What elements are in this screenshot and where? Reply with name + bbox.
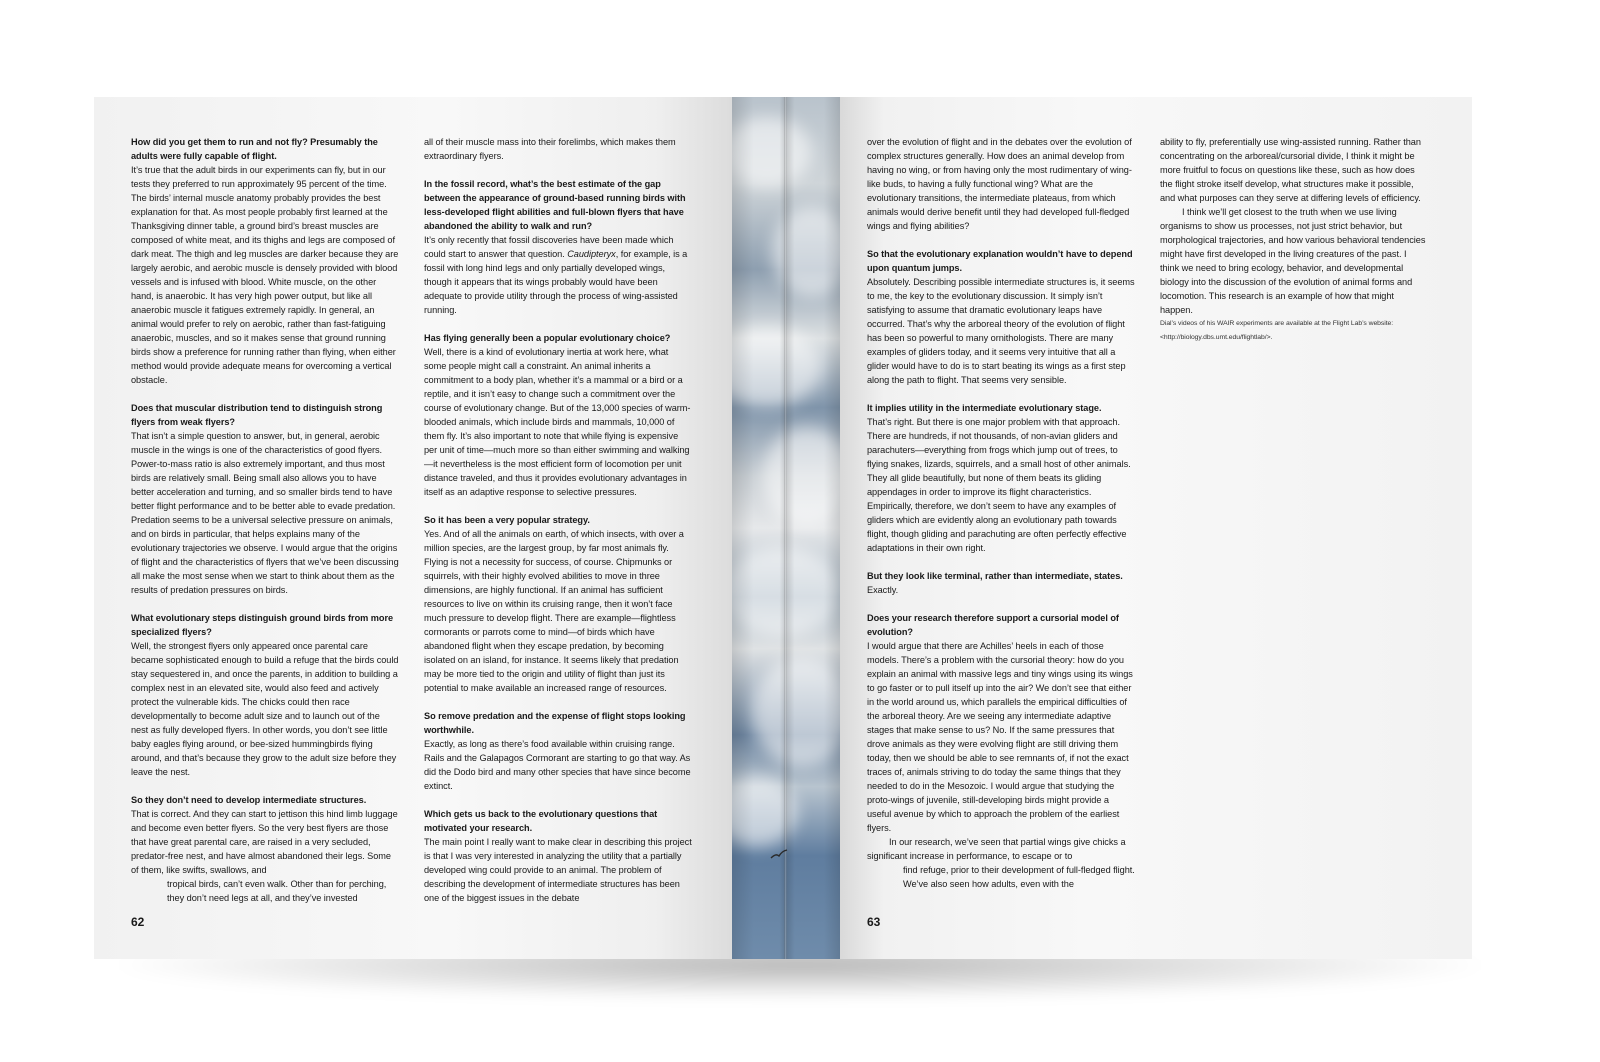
answer: Exactly. — [867, 585, 899, 595]
answer: over the evolution of flight and in the debates over the evolution of complex structures generally. How does an animal develop from having no wing, or from having only the most rudimentary of wing-like buds, to having a fully functional wing? What are the evolutionary transitions, the intermediate plateaus, from which animals would derive benefit until they had developed full-fledged wings and flying abilities? — [867, 137, 1132, 231]
answer: Well, there is a kind of evolutionary inertia at work here, what some people might call a constraint. An animal inherits a commitment to a body plan, whether it’s a mammal or a bird or a reptile, and it isn’t easy to change such a commitment over the course of evolutionary change. But of the 13,000 species of warm-blooded animals, which include birds and mammals, 10,000 of them fly. It’s also important to note that while flying is expensive per unit of time—much more so than either swimming and walking—it nevertheless is the most efficient form of locomotion per unit distance traveled, and thus it provides evolutionary advantages in itself as an adaptive response to selective pressures. — [424, 347, 691, 497]
left-column-2 — [424, 135, 692, 905]
question: So remove predation and the expense of flight stops looking worthwhile. — [424, 711, 686, 735]
answer: That isn’t a simple question to answer, but, in general, aerobic muscle in the wings is one of the characteristics of good flyers. Power-to-mass ratio is also extremely important, and thus most birds are relatively small. Being small also allows you to have better acceleration and turning, and so smaller birds tend to have better flight performance and to be better able to evade predation. Predation seems to be a universal selective pressure on animals, and on birds in particular, that helps explains many of the evolutionary trajectories we observe. I would argue that the origins of flight and the characteristics of flyers that we’ve been discussing all make the most sense when we start to think about them as the results of predation pressures on birds. — [131, 431, 399, 595]
right-column-2 — [1160, 135, 1428, 345]
question: Has flying generally been a popular evolutionary choice? — [424, 333, 671, 343]
question: So that the evolutionary explanation wouldn’t have to depend upon quantum jumps. — [867, 249, 1133, 273]
answer: In our research, we’ve seen that partial wings give chicks a significant increase in performance, to escape or to — [867, 837, 1126, 861]
answer: That’s right. But there is one major problem with that approach. There are hundreds, if not thousands, of non-avian gliders and parachuters—everything from frogs which jump out of trees, to flying snakes, lizards, squirrels, and a small host of other animals. They all glide beautifully, but none of them beats its gliding appendages in order to improve its flight characteristics. Empirically, therefore, we don’t seem to have any examples of gliders which are evidently along an evolutionary path towards flight, though gliding and parachuting are often perfectly effective adaptations in their own right. — [867, 417, 1131, 553]
footnote: Dial’s videos of his WAIR experiments are available at the Flight Lab’s website: <http://biology.dbs.umt.edu/flightlab/>. — [1160, 320, 1394, 341]
answer-continued: tropical birds, can’t even walk. Other than for perching, they don’t need legs at all, and they’ve invested — [167, 879, 387, 903]
answer: It’s only recently that fossil discoveries have been made which could start to answer that question. Caudipteryx, for example, is a fossil with long hind legs and only partially developed wings, though it appears that its wings probably would have been adequate to provide utility through the process of wing-assisted running. — [424, 235, 688, 315]
question: So they don’t need to develop intermediate structures. — [131, 795, 367, 805]
question: It implies utility in the intermediate evolutionary stage. — [867, 403, 1102, 413]
question: Which gets us back to the evolutionary questions that motivated your research. — [424, 809, 658, 833]
answer: Absolutely. Describing possible intermediate structures is, it seems to me, the key to the evolutionary discussion. It simply isn’t satisfying to assume that dramatic evolutionary leaps have occurred. That’s why the arboreal theory of the evolution of flight has been so powerful to many ornithologists. There are many examples of gliders today, and it seems very intuitive that all a glider would have to do is to start beating its wings as a first step along the path to flight. That seems very sensible. — [867, 277, 1135, 385]
question: In the fossil record, what’s the best estimate of the gap between the appearance of ground-based running birds with less-developed flight abilities and full-blown flyers that have abandoned the ability to walk and run? — [424, 179, 686, 231]
left-column-1 — [131, 135, 399, 905]
answer: Yes. And of all the animals on earth, of which insects, with over a million species, are the largest group, by far most animals fly. Flying is not a necessity for success, of course. Chipmunks or squirrels, with their highly evolved abilities to move in three dimensions, are highly functional. If an animal has sufficient resources to live on within its cruising range, then it won’t face much pressure to develop flight. There are example—flightless cormorants or parrots come to mind—of birds which have abandoned flight when they escape predation, by becoming isolated on an island, for instance. It seems likely that predation may be more tied to the origin and utility of flight than just its potential to make available an increased range of resources. — [424, 529, 684, 693]
answer-continued: find refuge, prior to their development of full-fledged flight. We’ve also seen how adults, even with the — [903, 865, 1135, 889]
right-column-1 — [867, 135, 1135, 891]
answer: I would argue that there are Achilles’ heels in each of those models. There’s a problem with the cursorial theory: how do you explain an animal with massive legs and tiny wings using its wings to go faster or to pull itself up into the air? We don’t see that either in the world around us, which parallels the empirical difficulties of the arboreal theory. Are we seeing any intermediate adaptive stages that make sense to us? No. If the same pressures that drove animals as they were evolving flight are still driving them today, then we should be able to see remnants of, if not the exact traces of, animals striving to do today the same things that they needed to do in the Mesozoic. I would argue that studying the proto-wings of juvenile, still-developing birds might provide a useful avenue by which to approach the problem of the earliest flyers. — [867, 641, 1133, 833]
question: How did you get them to run and not fly? Presumably the adults were fully capable of flight. — [131, 137, 378, 161]
bird-icon — [770, 849, 788, 861]
question: So it has been a very popular strategy. — [424, 515, 590, 525]
sky-photo-spine — [732, 97, 840, 959]
question: Does that muscular distribution tend to distinguish strong flyers from weak flyers? — [131, 403, 383, 427]
question: But they look like terminal, rather than intermediate, states. — [867, 571, 1123, 581]
answer: That is correct. And they can start to jettison this hind limb luggage and become even better flyers. So the very best flyers are those that have great parental care, are raised in a very secluded, predator-free nest, and have almost abandoned their legs. Some of them, like swifts, swallows, and — [131, 809, 398, 875]
question: What evolutionary steps distinguish ground birds from more specialized flyers? — [131, 613, 394, 637]
answer: Well, the strongest flyers only appeared once parental care became sophisticated enough to build a refuge that the birds could stay sequestered in, and once the parents, in addition to building a complex nest in an elevated site, would also feed and actively protect the vulnerable kids. The chicks could then race developmentally to become adult size and to launch out of the nest as fully developed flyers. In other words, you don’t see little baby eagles flying around, or bee-sized hummingbirds flying around, and that’s because they grow to the adult size before they leave the nest. — [131, 641, 399, 777]
answer: ability to fly, preferentially use wing-assisted running. Rather than concentrating on the arboreal/cursorial divide, I think it might be more fruitful to focus on questions like these, such as how does the flight stroke itself develop, what structures make it possible, and what purposes can they serve at differing levels of efficiency. — [1160, 137, 1421, 203]
answer: The main point I really want to make clear in describing this project is that I was very interested in analyzing the utility that a partially developed wing could provide to an animal. The problem of describing the development of intermediate structures has been one of the biggest issues in the debate — [424, 837, 692, 903]
question: Does your research therefore support a cursorial model of evolution? — [867, 613, 1119, 637]
page-number: 62 — [131, 915, 145, 929]
answer: Exactly, as long as there’s food available within cruising range. Rails and the Galapagos Cormorant are starting to go that way. As did the Dodo bird and many other species that have since become extinct. — [424, 739, 691, 791]
answer: all of their muscle mass into their forelimbs, which makes them extraordinary flyers. — [424, 137, 676, 161]
page-number: 63 — [867, 915, 881, 929]
answer: It’s true that the adult birds in our experiments can fly, but in our tests they preferred to run approximately 95 percent of the time. The birds’ internal muscle anatomy probably provides the best explanation for that. As most people probably first learned at the Thanksgiving dinner table, a ground bird’s breast muscles are composed of white meat, and its thighs and legs are composed of dark meat. The thigh and leg muscles are darker because they are largely aerobic, and aerobic muscle is densely provided with blood vessels and is infused with blood. White muscle, on the other hand, is anaerobic. It has very high power output, but like all anaerobic muscle it fatigues extremely rapidly. In general, an animal would prefer to rely on aerobic, rather than fast-fatiguing anaerobic, muscles, and so it makes sense that ground running birds show a preference for running rather than flying, when either method would provide adequate means for overcoming a vertical obstacle. — [131, 165, 399, 385]
answer: I think we’ll get closest to the truth when we use living organisms to show us processes, not just strict behavior, but morphological trajectories, and how various behavioral tendencies might have first developed in the living creatures of the past. I think we need to bring ecology, behavior, and developmental biology into the discussion of the evolution of animal forms and locomotion. This research is an example of how that might happen. — [1160, 207, 1426, 315]
left-page — [94, 97, 732, 959]
right-page — [840, 97, 1472, 959]
